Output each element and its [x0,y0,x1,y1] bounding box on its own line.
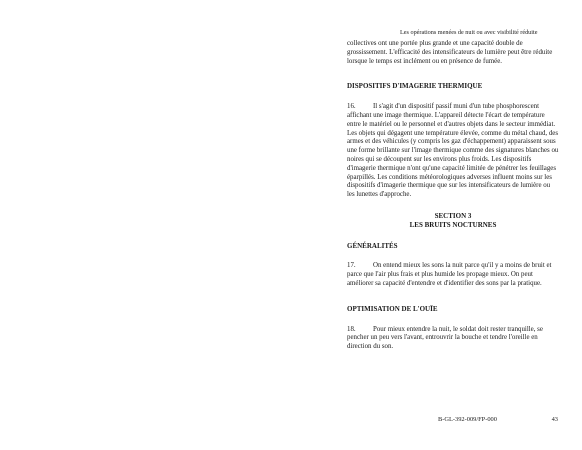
paragraph-number: 16. [347,103,356,111]
heading-general: GÉNÉRALITÉS [347,241,398,250]
paragraph-number: 18. [347,325,356,333]
paragraph-text: Il s'agit d'un dispositif passif muni d'un tube phosphorescent affichant une image thermique. L'appareil détecte l'écart de température entre le matériel ou le personnel et d'autres objets dans le secteur immédiat. Les objets qui dégagent une température élevée, comme du métal chaud, des armes et des véhicules (y compris les gaz d'échappement) apparaissent sous une forme brillante sur l'image thermique comme des signatures blanches ou noires qui se découpent sur les environs plus froids. Les dispositifs d'imagerie thermique n'ont qu'une capacité limitée de pénétrer les feuillages éparpillés. Les conditions météorologiques adverses influent moins sur les dispositifs d'imagerie thermique que sur les intensificateurs de lumière ou les lunettes d'approche. [347,103,559,199]
heading-hearing: OPTIMISATION DE L'OUÏE [347,304,438,313]
section-number: SECTION 3 [434,211,472,220]
paragraph-17 [347,262,559,288]
paragraph-text: On entend mieux les sons la nuit parce qu'il y a moins de bruit et parce que l'air plus frais et plus humide les propage mieux. On peut améliorer sa capacité d'entendre et d'identifier des sons par la pratique. [347,262,552,287]
section-title: LES BRUITS NOCTURNES [409,220,497,229]
page-number: 43 [551,416,558,423]
heading-thermal-imaging: DISPOSITIFS D'IMAGERIE THERMIQUE [347,82,483,91]
document-code: B-GL-392-009/FP-000 [438,416,497,423]
paragraph-18 [347,326,559,352]
running-header: Les opérations menées de nuit ou avec visibilité réduite [400,29,538,36]
paragraph-number: 17. [347,262,356,270]
intro-paragraph: collectives ont une portée plus grande et une capacité double de grossissement. L'efficacité des intensificateurs de lumière peut être réduite lorsque le temps est inclément ou en présence de fumée. [347,40,553,65]
paragraph-16 [347,103,559,200]
page-content [347,40,559,352]
paragraph-text: Pour mieux entendre la nuit, le soldat doit rester tranquille, se pencher un peu vers l'avant, entrouvrir la bouche et tendre l'oreille en direction du son. [347,325,543,351]
